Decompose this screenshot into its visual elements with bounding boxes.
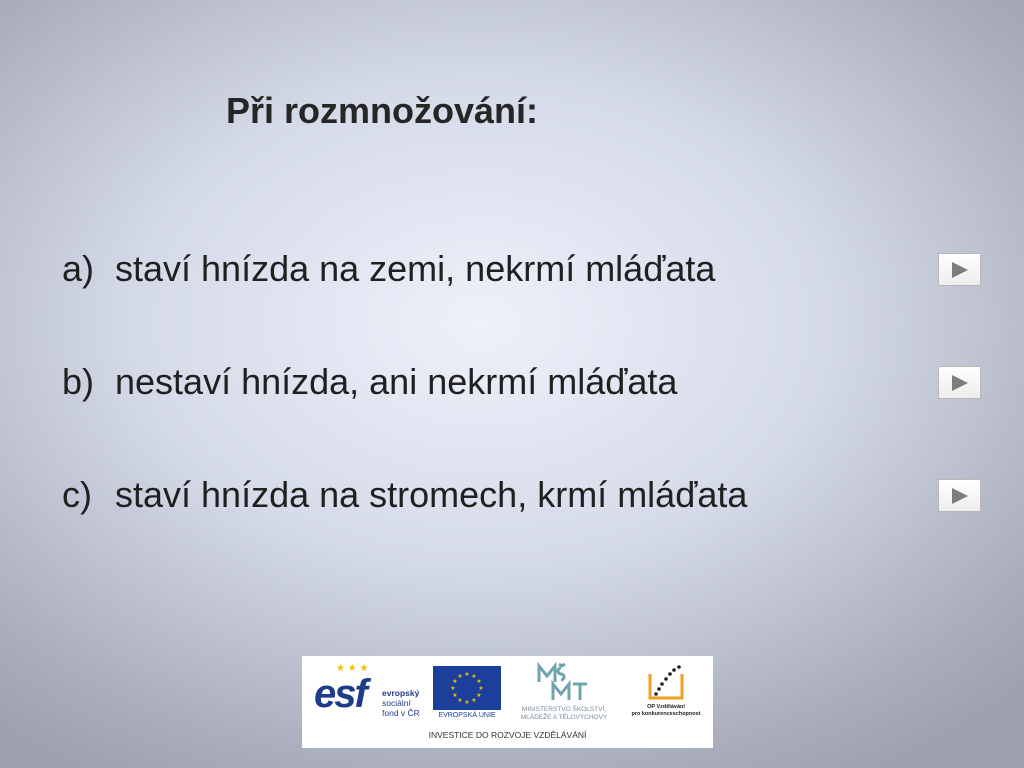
eu-flag-icon [433, 666, 501, 710]
svg-text:★: ★ [478, 685, 484, 692]
svg-text:★: ★ [452, 692, 458, 699]
answer-letter: c) [62, 474, 92, 515]
svg-text:★: ★ [452, 678, 458, 685]
answer-text: staví hnízda na zemi, nekrmí mláďata [115, 248, 716, 289]
answer-c-play-button[interactable] [938, 479, 981, 512]
play-icon [952, 488, 968, 504]
msmt-mark-icon [535, 662, 593, 704]
esf-logo [314, 664, 424, 724]
answer-text: staví hnízda na stromech, krmí mláďata [115, 474, 748, 515]
op-caption-line: OP Vzdělávání [647, 704, 685, 710]
answer-letter: a) [62, 248, 95, 289]
esf-logo-letters: esf [314, 672, 366, 716]
play-icon [952, 375, 968, 391]
svg-text:★: ★ [457, 697, 463, 704]
svg-text:★: ★ [471, 673, 477, 680]
answer-b-play-button[interactable] [938, 366, 981, 399]
esf-caption-line: sociální [382, 698, 411, 708]
svg-text:★: ★ [476, 692, 482, 699]
esf-caption-line: fond v ČR [382, 708, 420, 718]
svg-text:★: ★ [471, 697, 477, 704]
answer-option-b[interactable] [62, 359, 982, 405]
msmt-caption-line: MLÁDEŽE A TĚLOVÝCHOVY [520, 714, 608, 721]
answer-option-c[interactable] [62, 472, 982, 518]
op-caption [626, 704, 706, 718]
svg-text:★: ★ [464, 699, 470, 706]
svg-text:★: ★ [450, 685, 456, 692]
investice-caption: INVESTICE DO ROZVOJE VZDĚLÁVÁNÍ [428, 730, 587, 740]
play-icon [952, 262, 968, 278]
op-vzdelavani-logo [626, 664, 706, 724]
answer-text: nestaví hnízda, ani nekrmí mláďata [115, 361, 678, 402]
eu-caption: EVROPSKÁ UNIE [438, 712, 496, 719]
msmt-caption-line: MINISTERSTVO ŠKOLSTVÍ, [521, 706, 607, 713]
msmt-logo [505, 662, 623, 724]
slide-title: Při rozmnožování: [226, 90, 539, 131]
eu-funding-logo-strip [302, 656, 713, 748]
svg-text:★: ★ [464, 671, 470, 678]
op-mark-icon [644, 664, 688, 702]
esf-caption-line: evropský [382, 688, 420, 698]
op-caption-line: pro konkurenceschopnost [631, 711, 701, 717]
eu-logo [433, 666, 501, 724]
answer-option-a[interactable] [62, 246, 982, 292]
esf-stars-icon: ★ ★ ★ [336, 663, 369, 674]
svg-text:★: ★ [476, 678, 482, 685]
answer-letter: b) [62, 361, 95, 402]
answer-a-play-button[interactable] [938, 253, 981, 286]
esf-caption [382, 688, 420, 718]
svg-text:★: ★ [457, 673, 463, 680]
msmt-caption [505, 706, 623, 722]
